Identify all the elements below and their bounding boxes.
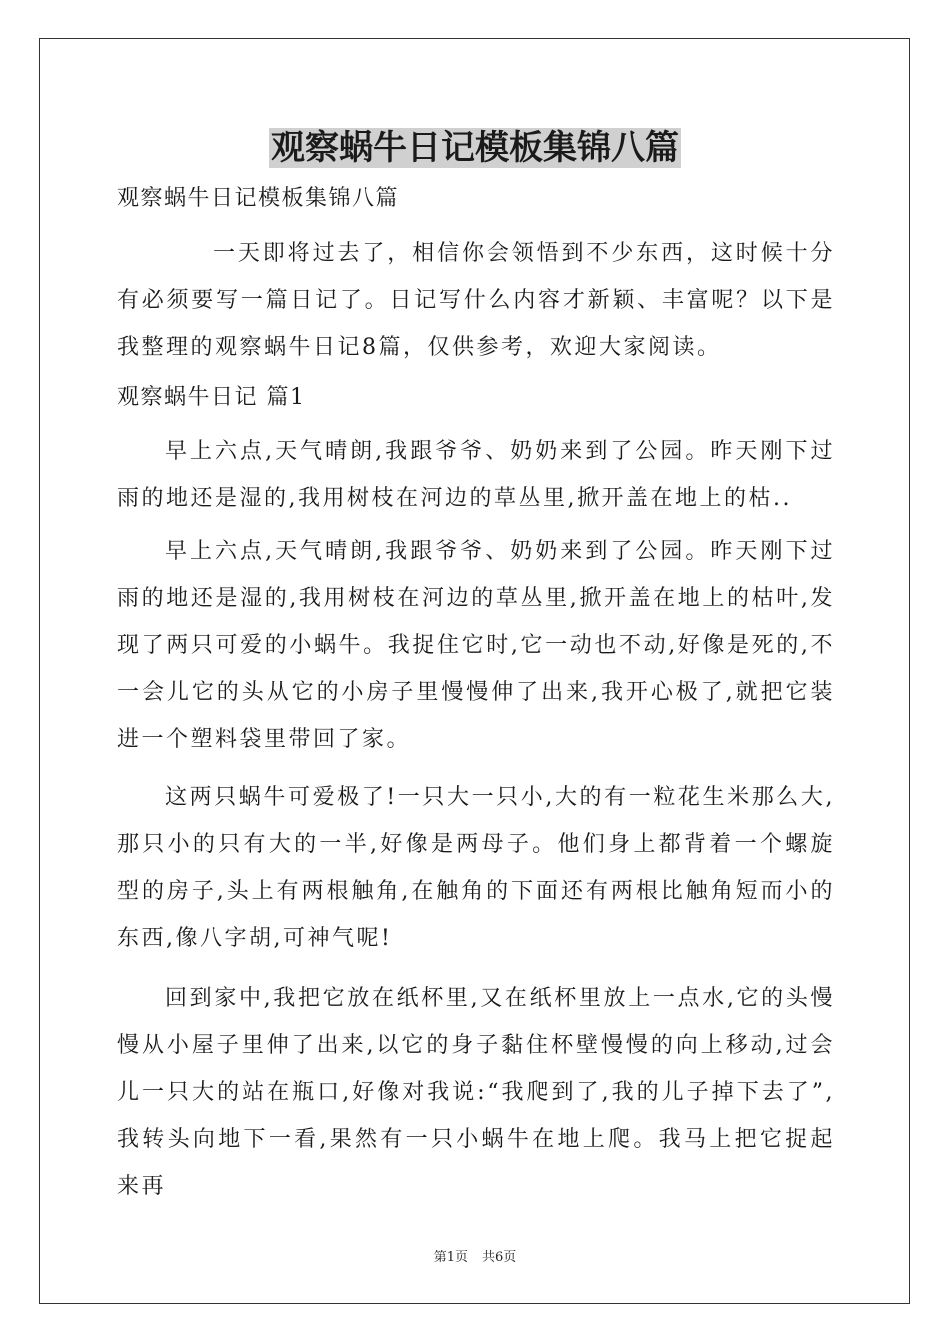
page-total: 共6页 <box>482 1250 517 1265</box>
document-title-text: 观察蜗牛日记模板集锦八篇 <box>271 128 679 168</box>
body-paragraph: 早上六点,天气晴朗,我跟爷爷、奶奶来到了公园。昨天刚下过雨的地还是湿的,我用树枝在河边的草丛里,掀开盖在地上的枯叶,发现了两只可爱的小蜗牛。我捉住它时,它一动也不动,好像是死的,不一会儿它的头从它的小房子里慢慢伸了出来,我开心极了,就把它装进一个塑料袋里带回了家。 <box>117 539 835 752</box>
section-heading: 观察蜗牛日记 篇1 <box>117 385 306 410</box>
intro-paragraph: 一天即将过去了，相信你会领悟到不少东西，这时候十分有必须要写一篇日记了。日记写什么内容才新颖、丰富呢？以下是我整理的观察蜗牛日记8篇，仅供参考，欢迎大家阅读。 <box>117 241 835 360</box>
page-footer <box>0 1246 950 1265</box>
document-title <box>0 124 950 172</box>
body-paragraph: 早上六点,天气晴朗,我跟爷爷、奶奶来到了公园。昨天刚下过雨的地还是湿的,我用树枝在河边的草丛里,掀开盖在地上的枯.. <box>117 439 835 511</box>
body-paragraph: 回到家中,我把它放在纸杯里,又在纸杯里放上一点水,它的头慢慢从小屋子里伸了出来,以它的身子黏住杯壁慢慢的向上移动,过会儿一只大的站在瓶口,好像对我说:“我爬到了,我的儿子掉下去了”,我转头向地下一看,果然有一只小蜗牛在地上爬。我马上把它捉起来再 <box>117 986 835 1199</box>
page-number: 第1页 <box>433 1250 468 1265</box>
body-paragraph: 这两只蜗牛可爱极了!一只大一只小,大的有一粒花生米那么大,那只小的只有大的一半,好像是两母子。他们身上都背着一个螺旋型的房子,头上有两根触角,在触角的下面还有两根比触角短而小的东西,像八字胡,可神气呢! <box>117 785 835 951</box>
document-subtitle: 观察蜗牛日记模板集锦八篇 <box>117 186 400 211</box>
